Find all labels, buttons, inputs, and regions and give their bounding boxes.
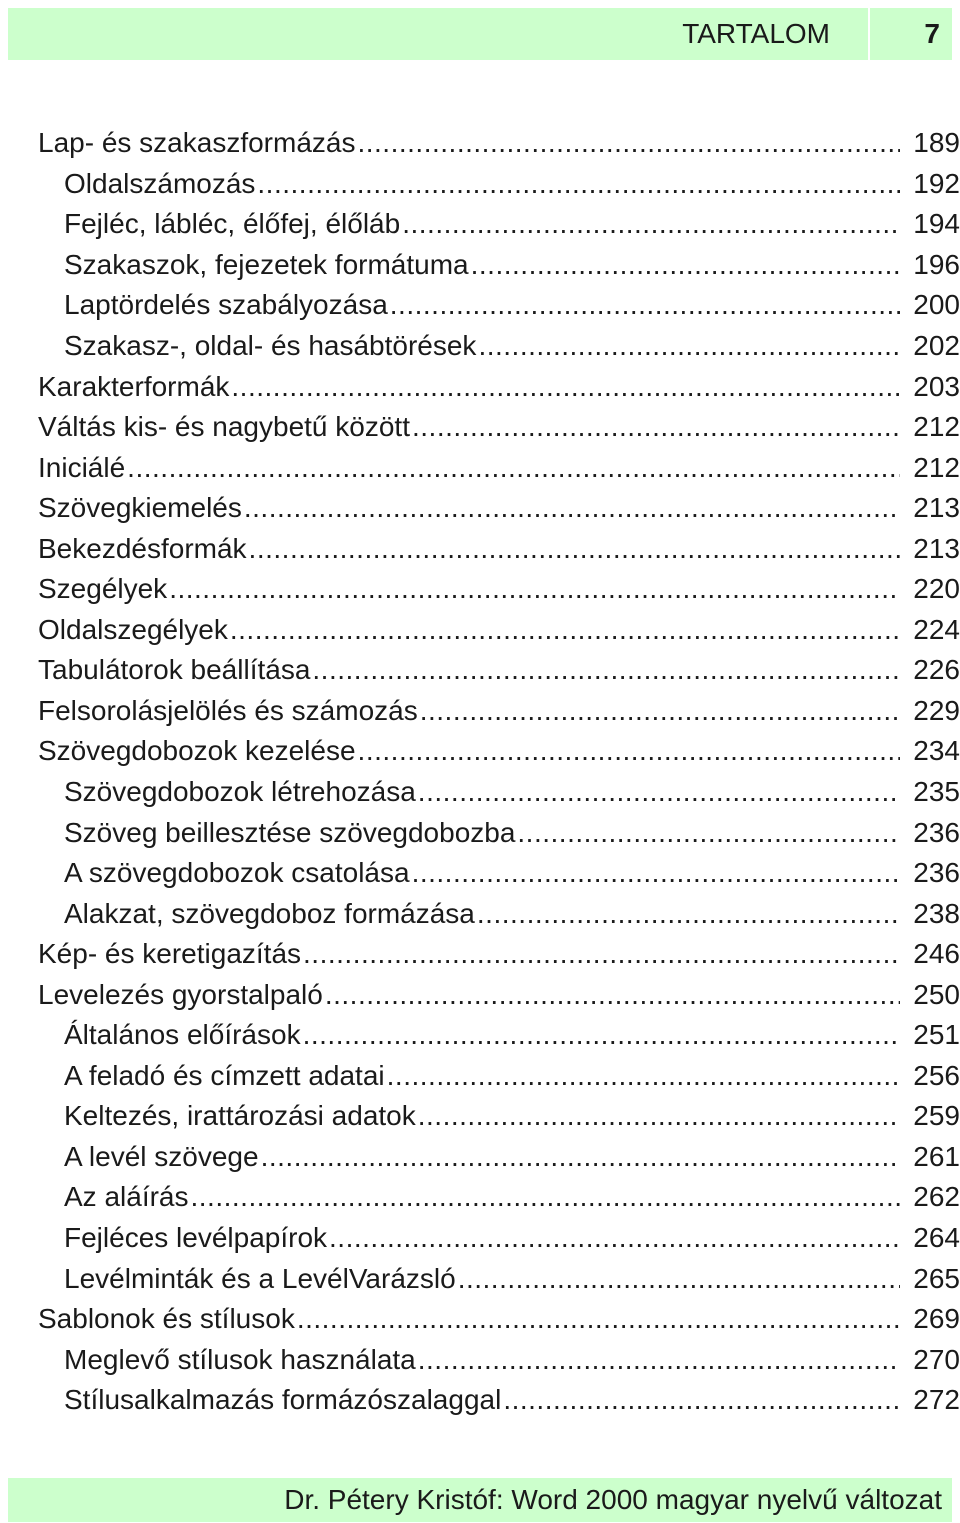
toc-entry-label: Bekezdésformák <box>38 532 247 564</box>
dot-leader <box>355 123 900 163</box>
dot-leader <box>410 853 900 893</box>
toc-entry[interactable] <box>38 1177 960 1218</box>
toc-entry-page: 196 <box>900 245 960 285</box>
toc-entry[interactable] <box>38 326 960 367</box>
toc-entry[interactable] <box>38 204 960 245</box>
toc-entry[interactable] <box>38 407 960 448</box>
toc-entry-label: Fejléces levélpapírok <box>64 1222 328 1254</box>
dot-leader <box>255 164 900 204</box>
toc-entry-label: A levél szövege <box>64 1140 259 1172</box>
dot-leader <box>125 448 900 488</box>
dot-leader <box>416 1096 900 1136</box>
toc-entry[interactable] <box>38 1299 960 1340</box>
dot-leader <box>229 367 900 407</box>
toc-entry-page: 236 <box>900 853 960 893</box>
section-title: TARTALOM <box>682 18 830 49</box>
page-header <box>8 8 952 60</box>
toc-entry-page: 213 <box>900 488 960 528</box>
dot-leader <box>247 529 900 569</box>
toc-entry[interactable] <box>38 812 960 853</box>
toc-entry-page: 262 <box>900 1177 960 1217</box>
toc-entry[interactable] <box>38 772 960 813</box>
toc-entry[interactable] <box>38 245 960 286</box>
toc-entry-label: Váltás kis- és nagybetű között <box>38 411 410 443</box>
table-of-contents <box>38 123 960 1421</box>
page-footer <box>8 1478 952 1522</box>
toc-entry-label: Szakasz-, oldal- és hasábtörések <box>64 330 477 361</box>
dot-leader <box>475 894 900 934</box>
toc-entry-page: 264 <box>900 1218 960 1258</box>
toc-entry-label: Szegélyek <box>38 573 168 605</box>
toc-entry-label: Felsorolásjelölés és számozás <box>38 694 418 726</box>
toc-entry-label: Fejléc, lábléc, élőfej, élőláb <box>64 208 401 240</box>
dot-leader <box>189 1177 901 1217</box>
toc-entry-page: 226 <box>900 650 960 690</box>
toc-entry-label: A szövegdobozok csatolása <box>64 857 410 889</box>
dot-leader <box>385 1056 900 1096</box>
toc-entry-label: Tabulátorok beállítása <box>38 654 311 686</box>
toc-entry-page: 269 <box>900 1299 960 1339</box>
dot-leader <box>323 975 900 1015</box>
dot-leader <box>400 204 900 244</box>
toc-entry-label: Szöveg beillesztése szövegdobozba <box>64 816 516 848</box>
dot-leader <box>242 488 900 528</box>
toc-entry[interactable] <box>38 123 960 164</box>
dot-leader <box>301 934 900 974</box>
toc-entry-label: Szövegdobozok létrehozása <box>64 776 416 808</box>
toc-entry[interactable] <box>38 569 960 610</box>
toc-entry-label: Oldalszámozás <box>64 167 256 199</box>
toc-entry-page: 259 <box>900 1096 960 1136</box>
toc-entry-page: 212 <box>900 448 960 488</box>
toc-entry-label: Lap- és szakaszformázás <box>38 127 356 159</box>
toc-entry-label: Szövegkiemelés <box>38 492 242 524</box>
dot-leader <box>515 813 900 853</box>
toc-entry[interactable] <box>38 1056 960 1097</box>
page-number: 7 <box>924 18 940 49</box>
toc-entry-page: 213 <box>900 529 960 569</box>
dot-leader <box>356 731 900 771</box>
toc-entry[interactable] <box>38 934 960 975</box>
dot-leader <box>418 691 900 731</box>
toc-entry-page: 202 <box>900 326 960 366</box>
toc-entry-label: A feladó és címzett adatai <box>64 1059 385 1091</box>
toc-entry[interactable] <box>38 285 960 326</box>
toc-entry[interactable] <box>38 974 960 1015</box>
toc-entry[interactable] <box>38 528 960 569</box>
toc-entry[interactable] <box>38 1096 960 1137</box>
toc-entry-page: 220 <box>900 569 960 609</box>
toc-entry-label: Meglevő stílusok használata <box>64 1343 416 1375</box>
toc-entry-page: 212 <box>900 407 960 447</box>
toc-entry[interactable] <box>38 1258 960 1299</box>
toc-entry-label: Keltezés, irattározási adatok <box>64 1100 416 1132</box>
toc-entry-page: 236 <box>900 813 960 853</box>
toc-entry-page: 261 <box>900 1137 960 1177</box>
toc-entry[interactable] <box>38 650 960 691</box>
toc-entry-page: 238 <box>900 894 960 934</box>
toc-entry-label: Általános előírások <box>64 1019 301 1051</box>
toc-entry-page: 189 <box>900 123 960 163</box>
toc-entry[interactable] <box>38 164 960 205</box>
dot-leader <box>469 245 900 285</box>
toc-entry[interactable] <box>38 447 960 488</box>
dot-leader <box>388 285 900 325</box>
toc-entry[interactable] <box>38 1380 960 1421</box>
toc-entry[interactable] <box>38 1015 960 1056</box>
dot-leader <box>228 610 900 650</box>
dot-leader <box>476 326 900 366</box>
toc-entry-label: Szakaszok, fejezetek formátuma <box>64 248 469 280</box>
toc-entry-page: 224 <box>900 610 960 650</box>
dot-leader <box>167 569 900 609</box>
dot-leader <box>295 1299 900 1339</box>
toc-entry[interactable] <box>38 1339 960 1380</box>
toc-entry-page: 246 <box>900 934 960 974</box>
toc-entry-label: Levélminták és a LevélVarázsló <box>64 1262 456 1294</box>
toc-entry-page: 270 <box>900 1340 960 1380</box>
toc-entry-page: 251 <box>900 1015 960 1055</box>
dot-leader <box>456 1259 900 1299</box>
dot-leader <box>310 650 900 690</box>
toc-entry-label: Kép- és keretigazítás <box>38 938 302 970</box>
toc-entry-page: 229 <box>900 691 960 731</box>
toc-entry[interactable] <box>38 488 960 529</box>
footer-text: Dr. Pétery Kristóf: Word 2000 magyar nyelvű változat <box>284 1484 942 1515</box>
toc-entry-page: 256 <box>900 1056 960 1096</box>
toc-entry[interactable] <box>38 366 960 407</box>
dot-leader <box>416 772 900 812</box>
toc-entry-page: 194 <box>900 204 960 244</box>
toc-entry-page: 235 <box>900 772 960 812</box>
toc-entry[interactable] <box>38 610 960 651</box>
toc-entry-page: 234 <box>900 731 960 771</box>
dot-leader <box>327 1218 900 1258</box>
toc-entry[interactable] <box>38 691 960 732</box>
toc-entry-label: Alakzat, szövegdoboz formázása <box>64 897 475 929</box>
dot-leader <box>259 1137 900 1177</box>
dot-leader <box>301 1015 900 1055</box>
toc-entry-page: 265 <box>900 1259 960 1299</box>
toc-entry-label: Levelezés gyorstalpaló <box>38 978 323 1010</box>
toc-entry[interactable] <box>38 1218 960 1259</box>
toc-entry-label: Oldalszegélyek <box>38 613 228 645</box>
toc-entry-page: 250 <box>900 975 960 1015</box>
toc-entry-label: Az aláírás <box>64 1181 189 1213</box>
toc-entry-page: 192 <box>900 164 960 204</box>
dot-leader <box>501 1380 900 1420</box>
dot-leader <box>410 407 900 447</box>
toc-entry-page: 272 <box>900 1380 960 1420</box>
toc-entry-page: 203 <box>900 367 960 407</box>
toc-entry-label: Karakterformák <box>38 370 230 402</box>
toc-entry-page: 200 <box>900 285 960 325</box>
toc-entry-label: Sablonok és stílusok <box>38 1303 295 1335</box>
toc-entry-label: Szövegdobozok kezelése <box>38 735 356 767</box>
dot-leader <box>416 1340 900 1380</box>
toc-entry-label: Laptördelés szabályozása <box>64 289 388 321</box>
toc-entry[interactable] <box>38 893 960 934</box>
toc-entry[interactable] <box>38 731 960 772</box>
toc-entry[interactable] <box>38 853 960 894</box>
toc-entry-label: Stílusalkalmazás formázószalaggal <box>64 1384 502 1416</box>
toc-entry-label: Iniciálé <box>38 451 126 483</box>
toc-entry[interactable] <box>38 1137 960 1178</box>
